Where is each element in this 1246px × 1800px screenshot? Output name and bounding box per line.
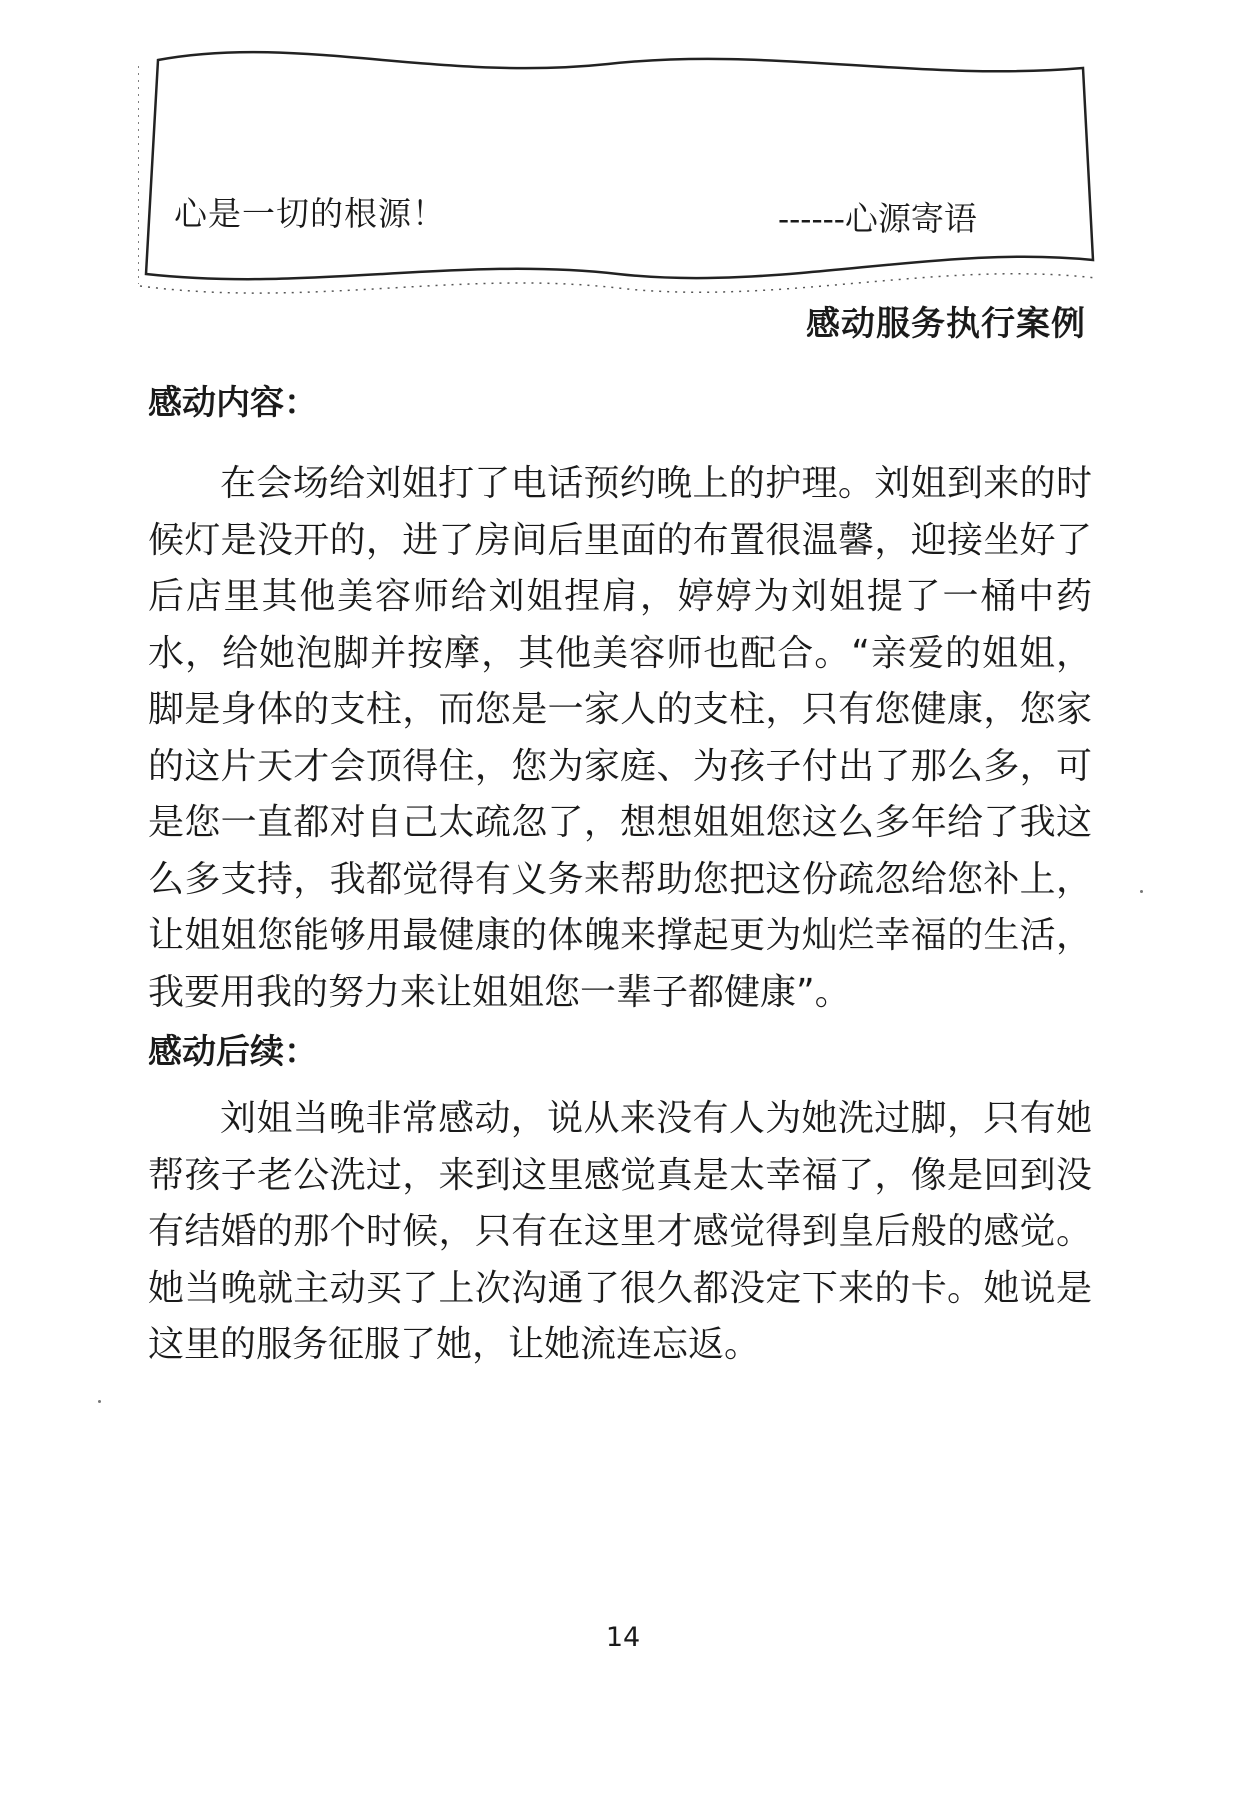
section-heading-followup: 感动后续： (148, 1032, 318, 1072)
page-number: 14 (605, 1622, 641, 1653)
section-title: 感动服务执行案例 (806, 304, 1086, 344)
article-body (148, 372, 1092, 1374)
banner-motto: 心是一切的根源！ (174, 194, 446, 233)
scroll-banner-frame (138, 48, 1102, 306)
quote-banner (138, 48, 1102, 306)
content-paragraph: 在会场给刘姐打了电话预约晚上的护理。刘姐到来的时候灯是没开的，进了房间后里面的布置很温馨，迎接坐好了后店里其他美容师给刘姐捏肩，婷婷为刘姐提了一桶中药水，给她泡脚并按摩，其他美容师也配合。“亲爱的姐姐，脚是身体的支柱，而您是一家人的支柱，只有您健康，您家的这片天才会顶得住，您为家庭、为孩子付出了那么多，可是您一直都对自己太疏忽了，想想姐姐您这么多年给了我这么多支持，我都觉得有义务来帮助您把这份疏忽给您补上，让姐姐您能够用最健康的体魄来撑起更为灿烂幸福的生活，我要用我的努力来让姐姐您一辈子都健康”。 (148, 463, 1092, 1013)
scan-speck (98, 1400, 101, 1403)
followup-paragraph: 刘姐当晚非常感动，说从来没有人为她洗过脚，只有她帮孩子老公洗过，来到这里感觉真是太幸福了，像是回到没有结婚的那个时候，只有在这里才感觉得到皇后般的感觉。她当晚就主动买了上次沟通了很久都没定下来的卡。她说是这里的服务征服了她，让她流连忘返。 (148, 1098, 1092, 1365)
scan-speck (1140, 890, 1143, 893)
section-heading-content: 感动内容： (148, 383, 318, 423)
banner-source: ------心源寄语 (778, 199, 977, 238)
